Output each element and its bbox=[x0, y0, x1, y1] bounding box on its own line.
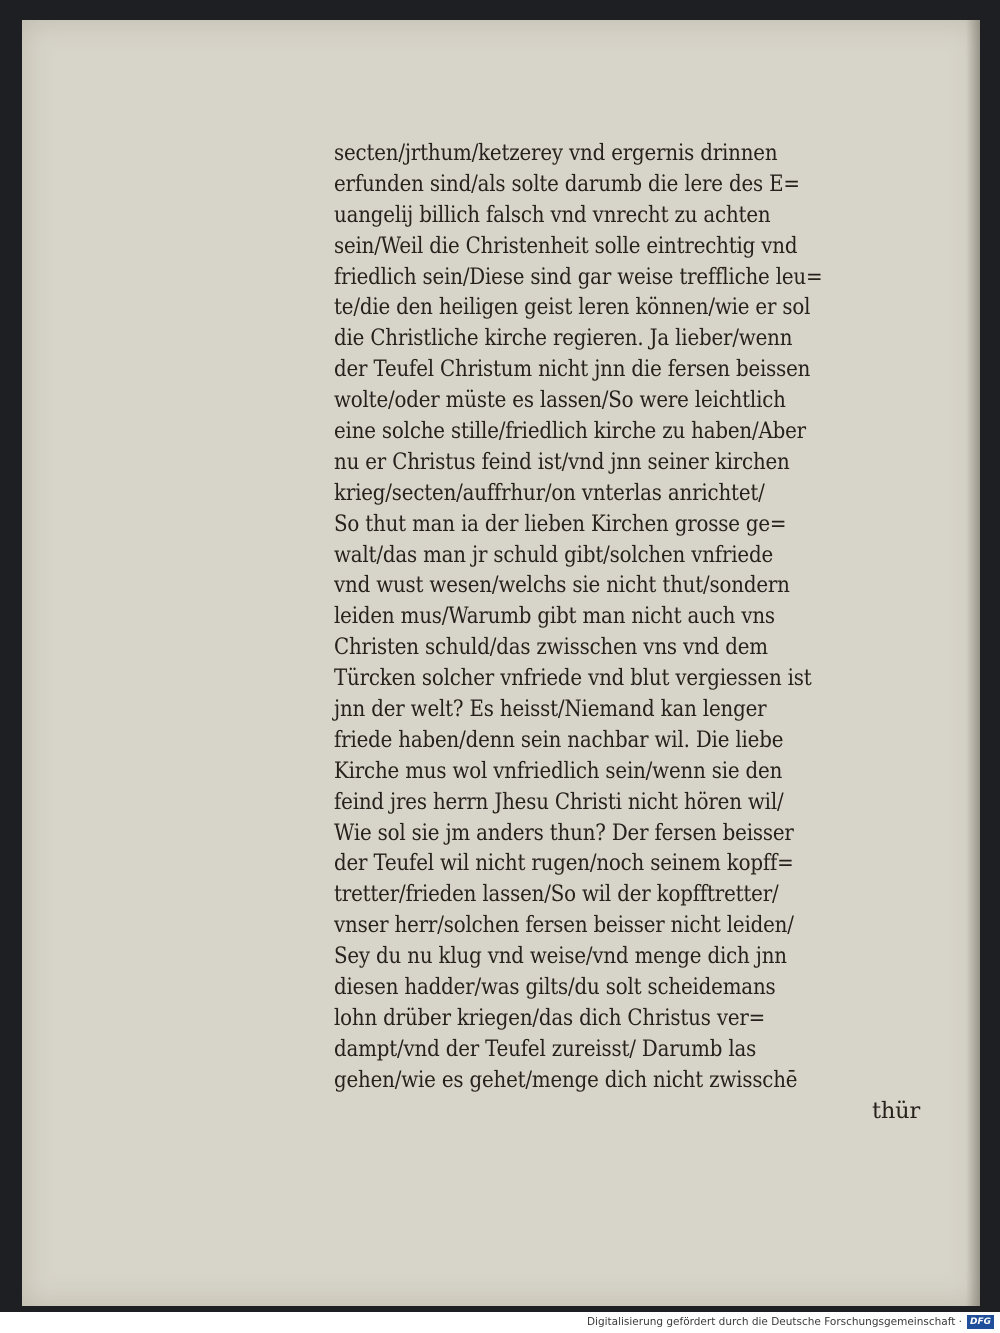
book-page bbox=[22, 20, 980, 1306]
text-line: krieg/secten/auffrhur/on vnterlas anrichtet/ bbox=[334, 479, 765, 506]
text-line: die Christliche kirche regieren. Ja lieber/wenn bbox=[334, 325, 793, 352]
text-line: erfunden sind/als solte darumb die lere des E= bbox=[334, 170, 800, 197]
text-line: So thut man ia der lieben Kirchen grosse ge= bbox=[334, 510, 787, 537]
text-line: eine solche stille/friedlich kirche zu haben/Aber bbox=[334, 418, 806, 445]
text-line: tretter/frieden lassen/So wil der kopfftretter/ bbox=[334, 881, 779, 908]
text-block bbox=[334, 138, 934, 1127]
footer-credit: Digitalisierung gefördert durch die Deutsche Forschungsgemeinschaft · bbox=[586, 1316, 962, 1328]
text-line: secten/jrthum/ketzerey vnd ergernis drinnen bbox=[334, 140, 778, 166]
text-line: vnser herr/solchen fersen beisser nicht leiden/ bbox=[334, 912, 794, 939]
text-line: Türcken solcher vnfriede vnd blut vergiessen ist bbox=[334, 665, 812, 692]
text-line: friede haben/denn sein nachbar wil. Die liebe bbox=[334, 726, 784, 753]
text-line: te/die den heiligen geist leren können/wie er sol bbox=[334, 294, 811, 321]
page-binding-shadow bbox=[966, 20, 980, 1306]
text-line: diesen hadder/was gilts/du solt scheidemans bbox=[334, 974, 776, 1001]
text-line: uangelij billich falsch vnd vnrecht zu achten bbox=[334, 201, 771, 228]
text-line: walt/das man jr schuld gibt/solchen vnfriede bbox=[334, 541, 773, 568]
text-line: Wie sol sie jm anders thun? Der fersen beisser bbox=[334, 819, 794, 846]
text-line: sein/Weil die Christenheit solle eintrechtig vnd bbox=[334, 232, 798, 259]
catchword: thür bbox=[872, 1097, 920, 1124]
text-line: der Teufel Christum nicht jnn die fersen beissen bbox=[334, 356, 811, 383]
text-line: jnn der welt? Es heisst/Niemand kan lenger bbox=[334, 696, 767, 723]
text-line: vnd wust wesen/welchs sie nicht thut/sondern bbox=[334, 572, 790, 599]
text-line: Kirche mus wol vnfriedlich sein/wenn sie den bbox=[334, 757, 783, 784]
text-line: lohn drüber kriegen/das dich Christus ver= bbox=[334, 1004, 766, 1031]
text-line: dampt/vnd der Teufel zureisst/ Darumb las bbox=[334, 1035, 757, 1062]
text-line: friedlich sein/Diese sind gar weise treffliche leu= bbox=[334, 263, 823, 290]
text-line: leiden mus/Warumb gibt man nicht auch vns bbox=[334, 603, 775, 630]
text-line: Sey du nu klug vnd weise/vnd menge dich jnn bbox=[334, 943, 787, 970]
footer-bar bbox=[0, 1312, 1000, 1333]
text-line: wolte/oder müste es lassen/So were leichtlich bbox=[334, 387, 786, 414]
text-line: nu er Christus feind ist/vnd jnn seiner kirchen bbox=[334, 448, 790, 475]
text-line: der Teufel wil nicht rugen/noch seinem kopff= bbox=[334, 850, 794, 877]
text-line: Christen schuld/das zwisschen vns vnd dem bbox=[334, 634, 768, 661]
text-line: gehen/wie es gehet/menge dich nicht zwisschē bbox=[334, 1066, 798, 1093]
text-line: feind jres herrn Jhesu Christi nicht hören wil/ bbox=[334, 788, 784, 815]
dfg-logo: DFG bbox=[967, 1315, 994, 1329]
